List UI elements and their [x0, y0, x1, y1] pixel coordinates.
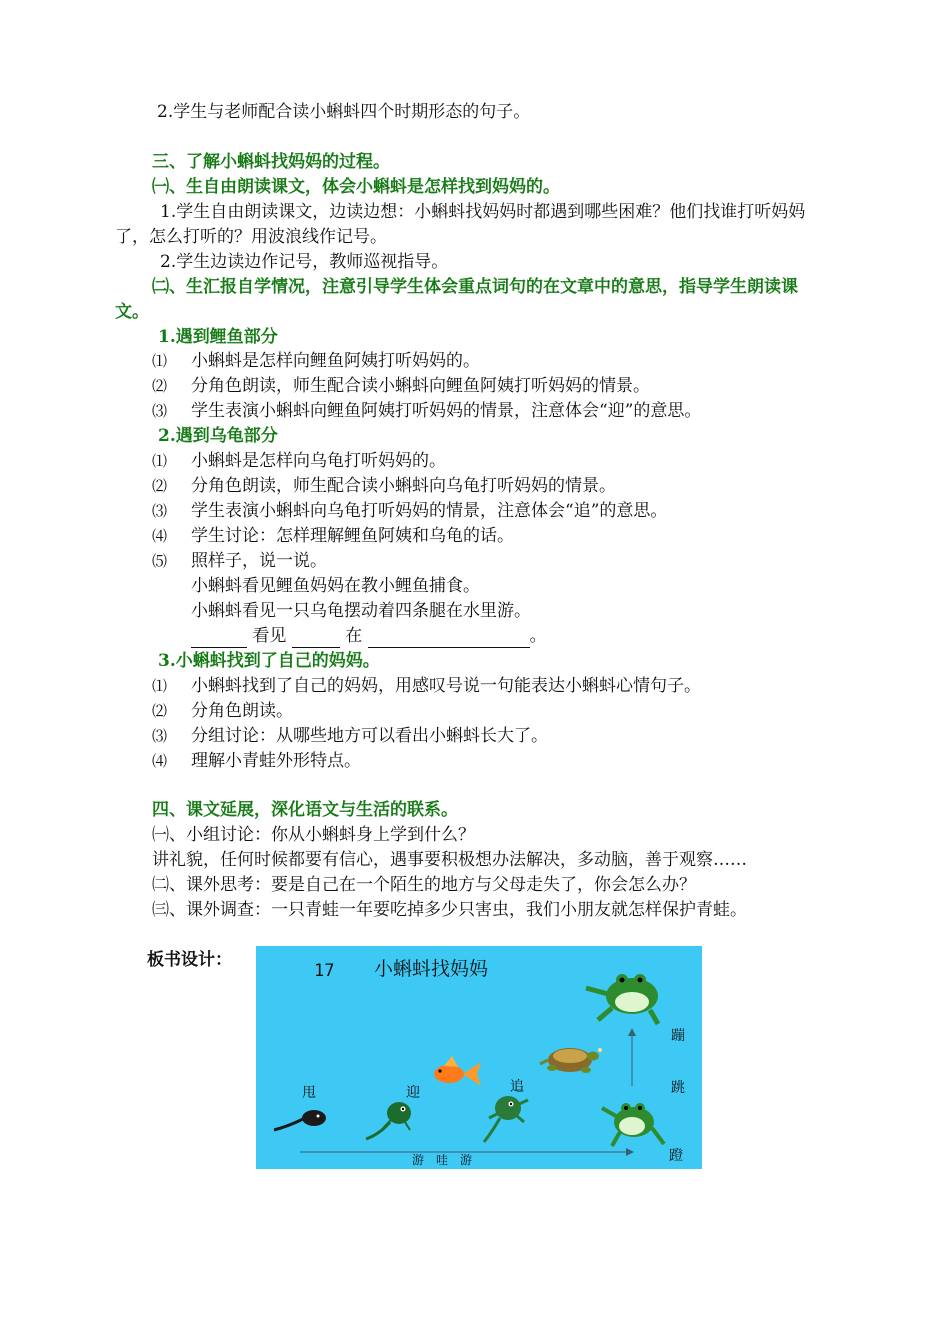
found-item: 小蝌蚪找到了自己的妈妈，用感叹号说一句能表达小蝌蚪心情句子。 [191, 676, 701, 696]
board-word-deng: 蹬 [669, 1148, 683, 1164]
section-4-title: 四、课文延展，深化语文与生活的联系。 [152, 800, 458, 820]
frog-jumping-icon [602, 1103, 664, 1146]
part-2-title: ㈡、生汇报自学情况，注意引导学生体会重点词句的在文章中的意思，指导学生朗读课 [152, 277, 798, 297]
fill-end-punct: 。 [529, 626, 547, 646]
tadpole-four-legs-icon [484, 1096, 528, 1142]
turtle-item-num: ⑴ [152, 452, 168, 470]
section-3-title: 三、了解小蝌蚪找妈妈的过程。 [152, 152, 390, 172]
fill-in-sentence [191, 624, 547, 648]
found-item-num: ⑶ [152, 727, 168, 745]
turtle-item: 学生表演小蝌蚪向乌龟打听妈妈的情景，注意体会“追”的意思。 [191, 501, 668, 521]
turtle-icon [540, 1048, 602, 1073]
board-lesson-number: 17 [314, 961, 335, 981]
part-2-title-cont: 文。 [115, 302, 149, 322]
board-design-label: 板书设计： [147, 950, 232, 970]
fill-see-word: 看见 [252, 626, 287, 646]
example-sentence-2: 小蝌蚪看见一只乌龟摆动着四条腿在水里游。 [191, 601, 531, 621]
found-item-num: ⑷ [152, 752, 168, 770]
turtle-item-num: ⑸ [152, 552, 168, 570]
part-1-item-1: 1.学生自由朗读课文，边读边想：小蝌蚪找妈妈时都遇到哪些困难？他们找谁打听妈妈 [160, 202, 806, 222]
board-word-zhui: 追 [510, 1079, 524, 1095]
carp-item: 小蝌蚪是怎样向鲤鱼阿姨打听妈妈的。 [191, 351, 480, 371]
carp-item-num: ⑵ [152, 377, 168, 395]
tadpole-legs-icon [366, 1102, 411, 1139]
extension-item-3: ㈢、课外调查：一只青蛙一年要吃掉多少只害虫，我们小朋友就怎样保护青蛙。 [152, 900, 747, 920]
turtle-item: 分角色朗读，师生配合读小蝌蚪向乌龟打听妈妈的情景。 [191, 476, 616, 496]
part-1-item-2: 2.学生边读边作记号，教师巡视指导。 [160, 252, 449, 272]
found-mother-part-title: 3.小蝌蚪找到了自己的妈妈。 [158, 651, 380, 671]
carp-item-num: ⑴ [152, 352, 168, 370]
part-1-item-1-cont: 了，怎么打听的？用波浪线作记号。 [115, 227, 387, 247]
found-item: 分角色朗读。 [191, 701, 293, 721]
blank-object[interactable] [292, 629, 340, 648]
turtle-item-num: ⑶ [152, 502, 168, 520]
fill-at-word: 在 [345, 626, 363, 646]
found-item: 分组讨论：从哪些地方可以看出小蝌蚪长大了。 [191, 726, 548, 746]
blank-action[interactable] [368, 629, 530, 648]
extension-item-1-answer: 讲礼貌，任何时候都要有信心，遇事要积极想办法解决，多动脑，善于观察…… [152, 850, 747, 870]
turtle-item: 照样子，说一说。 [191, 551, 327, 571]
board-bottom-text: 游 哇 游 [412, 1153, 473, 1167]
turtle-item: 学生讨论：怎样理解鲤鱼阿姨和乌龟的话。 [191, 526, 514, 546]
part-1-title: ㈠、生自由朗读课文，体会小蝌蚪是怎样找到妈妈的。 [152, 177, 560, 197]
carp-item: 分角色朗读，师生配合读小蝌蚪向鲤鱼阿姨打听妈妈的情景。 [191, 376, 650, 396]
found-item-num: ⑵ [152, 702, 168, 720]
extension-item-1: ㈠、小组讨论：你从小蝌蚪身上学到什么？ [152, 825, 475, 845]
carp-item-num: ⑶ [152, 402, 168, 420]
swim-arrow-head [626, 1148, 634, 1156]
board-word-shuai: 甩 [302, 1085, 316, 1101]
grow-arrow-head [628, 1028, 636, 1036]
example-sentence-1: 小蝌蚪看见鲤鱼妈妈在教小鲤鱼捕食。 [191, 576, 480, 596]
tadpole-icon [274, 1110, 326, 1130]
reading-item-2: 2.学生与老师配合读小蝌蚪四个时期形态的句子。 [157, 102, 531, 122]
turtle-item-num: ⑵ [152, 477, 168, 495]
board-title: 小蝌蚪找妈妈 [374, 958, 489, 980]
extension-item-2: ㈡、课外思考：要是自己在一个陌生的地方与父母走失了，你会怎么办？ [152, 875, 696, 895]
frog-mother-icon [586, 974, 658, 1024]
board-word-tiao: 跳 [671, 1080, 685, 1096]
board-design-image [256, 946, 702, 1169]
board-word-beng: 蹦 [671, 1028, 685, 1044]
found-item: 理解小青蛙外形特点。 [191, 751, 361, 771]
turtle-item: 小蝌蚪是怎样向乌龟打听妈妈的。 [191, 451, 446, 471]
blank-subject[interactable] [191, 629, 247, 648]
turtle-item-num: ⑷ [152, 527, 168, 545]
carp-icon [434, 1056, 481, 1086]
carp-part-title: 1.遇到鲤鱼部分 [158, 327, 278, 347]
carp-item: 学生表演小蝌蚪向鲤鱼阿姨打听妈妈的情景，注意体会“迎”的意思。 [191, 401, 702, 421]
board-word-ying: 迎 [406, 1085, 420, 1101]
found-item-num: ⑴ [152, 677, 168, 695]
turtle-part-title: 2.遇到乌龟部分 [158, 426, 278, 446]
